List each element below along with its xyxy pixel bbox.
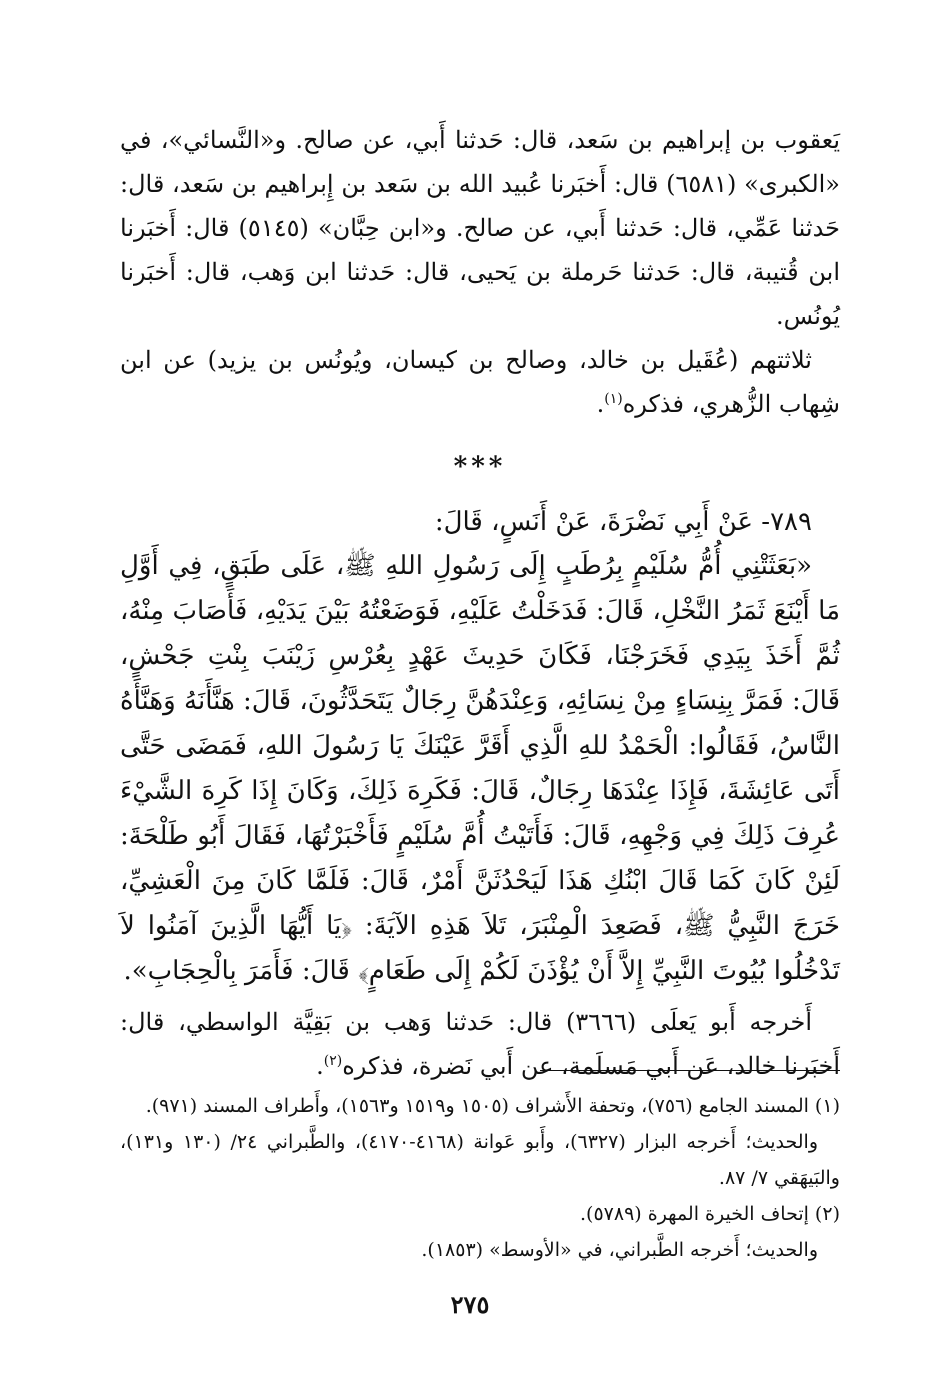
summary-text: ثلاثتهم (عُقَيل بن خالد، وصالح بن كيسان، ويُونُس بن يزيد) عن ابن شِهاب الزُّهري، فذكره xyxy=(120,346,840,418)
page-number: ٢٧٥ xyxy=(450,1290,490,1319)
footnote-ref-2[interactable]: (٢) xyxy=(323,1053,343,1069)
footnote-ref-1[interactable]: (١) xyxy=(604,391,623,407)
footnote-2-sources: (٢) إتحاف الخيرة المهرة (٥٧٨٩). xyxy=(580,1203,840,1225)
footnotes xyxy=(120,1088,840,1268)
hadith-heading: ٧٨٩- عَنْ أَبِي نَضْرَةَ، عَنْ أَنَسٍ، قَالَ: xyxy=(434,507,812,537)
footnote-1-hadith: والحديث؛ أَخرجه البزار (٦٣٢٧)، وأَبو عَوانة (٤١٦٨-٤١٧٠)، والطَّبراني ٢٤/ (١٣٠ و١٣١)، والبَيهَقي ٧/ ٨٧. xyxy=(120,1131,840,1189)
section-separator: *** xyxy=(453,452,507,482)
footnote-divider xyxy=(540,1070,840,1071)
summary-paragraph: ثلاثتهم (عُقَيل بن خالد، وصالح بن كيسان، ويُونُس بن يزيد) عن ابن شِهاب الزُّهري، فذكره$^{(١)}$. xyxy=(120,346,840,418)
footnote-2-hadith: والحديث؛ أَخرجه الطَّبراني، في «الأوسط» (١٨٥٣). xyxy=(421,1239,818,1261)
footnote-1-sources: (١) المسند الجامع (٧٥٦)، وتحفة الأَشراف (١٥٠٥ و١٥١٩ و١٥٦٣)، وأَطراف المسند (٩٧١). xyxy=(145,1095,840,1117)
isnad-paragraph: يَعقوب بن إبراهيم بن سَعد، قال: حَدثنا أَبي، عن صالح. و«النَّسائي»، في «الكبرى» (٦٥٨١) قال: أَخبَرنا عُبيد الله بن سَعد بن إِبراهيم بن سَعد، قال: حَدثنا عَمِّي، قال: حَدثنا أَبي، عن صالح. و«ابن حِبَّان» (٥١٤٥) قال: أَخبَرنا ابن قُتيبة، قال: حَدثنا حَرملة بن يَحيى، قال: حَدثنا ابن وَهب، قال: أَخبَرنا يُونُس. xyxy=(120,126,840,330)
takhrij-paragraph: أَخرجه أَبو يَعلَى (٣٦٦٦) قال: حَدثنا وَهب بن بَقِيَّة الواسطي، قال: أَخبَرنا خالد، عَن أَبي مَسلَمة، عن أَبي نَضرة، فذكره$^{(٢)}$. xyxy=(120,1008,840,1080)
hadith-text: «بَعَثَتْنِي أُمُّ سُلَيْمٍ بِرُطَبٍ إِلَى رَسُولِ اللهِ ﷺ، عَلَى طَبَقٍ، فِي أَوَّلِ مَا أَيْنَعَ ثَمَرُ النَّخْلِ، قَالَ: فَدَخَلْتُ عَلَيْهِ، فَوَضَعْتُهُ بَيْنَ يَدَيْهِ، فَأَصَابَ مِنْهُ، ثُمَّ أَخَذَ بِيَدِي فَخَرَجْنَا، فَكَانَ حَدِيثَ عَهْدٍ بِعُرْسِ زَيْنَبَ بِنْتِ جَحْشٍ، قَالَ: فَمَرَّ بِنِسَاءٍ مِنْ نِسَائِهِ، وَعِنْدَهُنَّ رِجَالٌ يَتَحَدَّثُونَ، قَالَ: هَنَّأَنَهُ وَهَنَّأَهُ النَّاسُ، فَقَالُوا: الْحَمْدُ للهِ الَّذِي أَقَرَّ عَيْنَكَ يَا رَسُولَ اللهِ، فَمَضَى حَتَّى أَتَى عَائِشَةَ، فَإِذَا عِنْدَهَا رِجَالٌ، قَالَ: فَكَرِهَ ذَلِكَ، وَكَانَ إِذَا كَرِهَ الشَّيْءَ عُرِفَ ذَلِكَ فِي وَجْهِهِ، قَالَ: فَأَتَيْتُ أُمَّ سُلَيْمٍ فَأَخْبَرْتُهَا، فَقَالَ أَبُو طَلْحَةَ: لَئِنْ كَانَ كَمَا قَالَ ابْنُكِ هَذَا لَيَحْدُثَنَّ أَمْرٌ، قَالَ: فَلَمَّا كَانَ مِنَ الْعَشِيِّ، خَرَجَ النَّبِيُّ ﷺ، فَصَعِدَ الْمِنْبَرَ، تَلاَ هَذِهِ الآيَةَ: ﴿يَا أَيُّهَا الَّذِينَ آمَنُوا لاَ تَدْخُلُوا بُيُوتَ النَّبِيِّ إِلاَّ أَنْ يُؤْذَنَ لَكُمْ إِلَى طَعَامٍ﴾ قَالَ: فَأَمَرَ بِالْحِجَابِ». xyxy=(120,551,840,986)
main-text xyxy=(120,118,840,1088)
takhrij-text: أَخرجه أَبو يَعلَى (٣٦٦٦) قال: حَدثنا وَهب بن بَقِيَّة الواسطي، قال: أَخبَرنا خالد، عَن أَبي مَسلَمة، عن أَبي نَضرة، فذكره xyxy=(120,1008,840,1080)
